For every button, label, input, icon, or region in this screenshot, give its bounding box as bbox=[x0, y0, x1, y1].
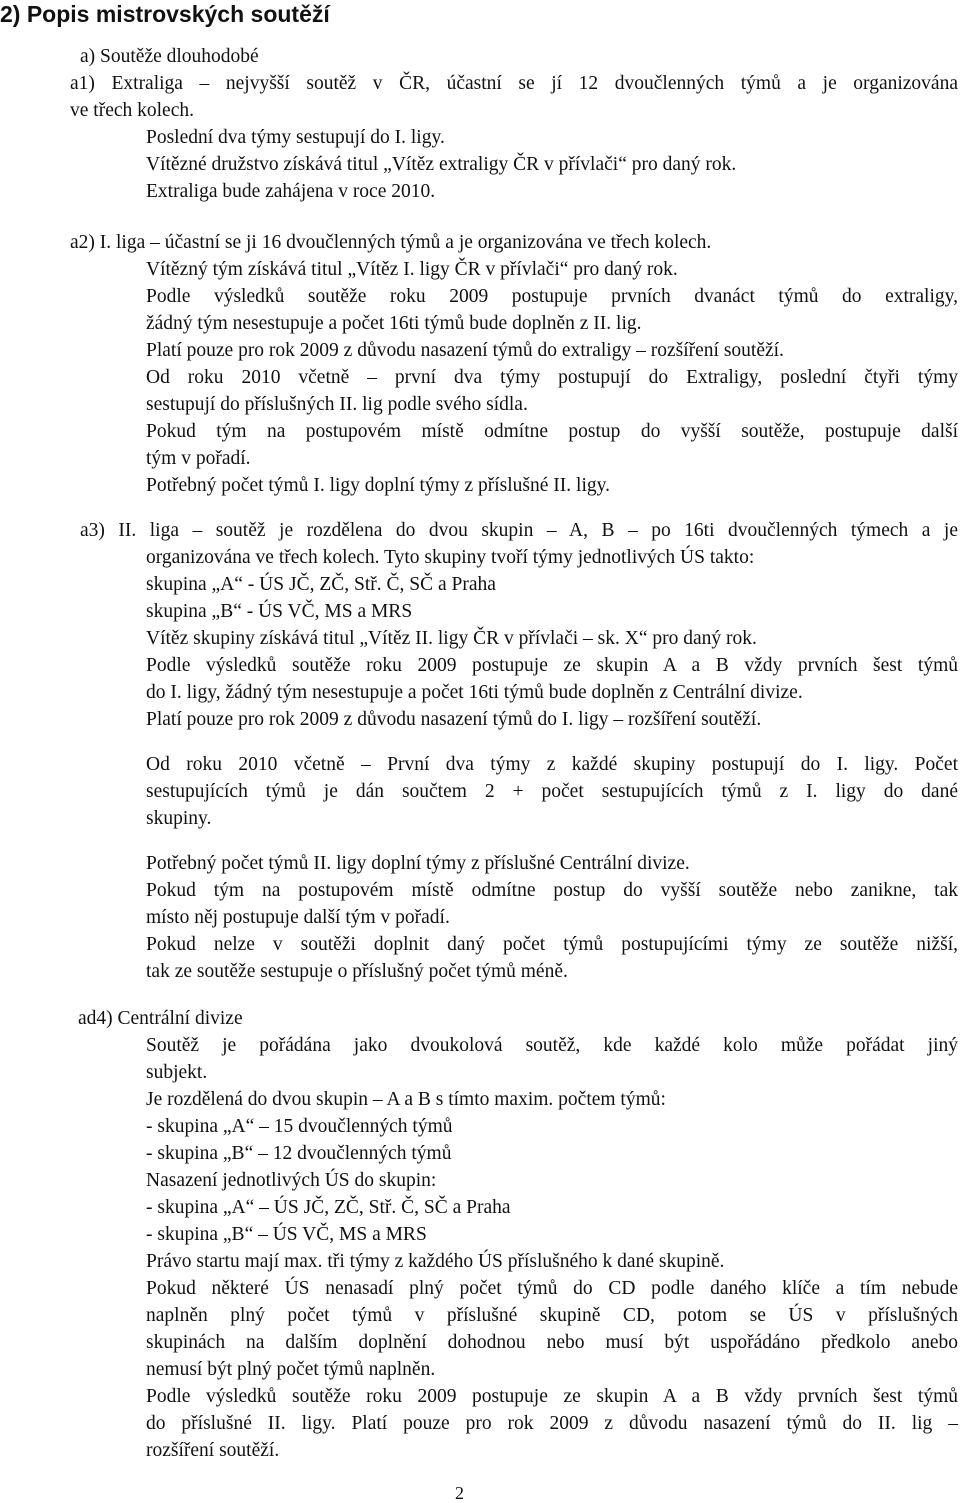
text-line: do I. ligy, žádný tým nesestupuje a počet 16ti týmů bude doplněn z Centrální divize. bbox=[146, 682, 803, 703]
text-line: Vítězný tým získává titul „Vítěz I. ligy ČR v přívlači“ pro daný rok. bbox=[146, 259, 678, 280]
text-line: a1) Extraliga – nejvyšší soutěž v ČR, účastní se jí 12 dvoučlenných týmů a je organizována bbox=[70, 73, 958, 94]
text-line: Pokud tým na postupovém místě odmítne postup do vyšší soutěže nebo zanikne, tak bbox=[146, 880, 958, 901]
list-item: - skupina „A“ – ÚS JČ, ZČ, Stř. Č, SČ a Praha bbox=[146, 1197, 511, 1218]
text-line: Podle výsledků soutěže roku 2009 postupuje ze skupin A a B vždy prvních šest týmů bbox=[146, 1386, 958, 1407]
text-line: Platí pouze pro rok 2009 z důvodu nasazení týmů do I. ligy – rozšíření soutěží. bbox=[146, 709, 762, 730]
subsection-ad4: ad4) Centrální divize bbox=[78, 1008, 243, 1029]
list-item: - skupina „B“ – ÚS VČ, MS a MRS bbox=[146, 1224, 427, 1245]
text-line: subjekt. bbox=[146, 1062, 208, 1083]
text-line: Právo startu mají max. tři týmy z každého ÚS příslušného k dané skupině. bbox=[146, 1251, 725, 1272]
text-line: sestupují do příslušných II. lig podle svého sídla. bbox=[146, 394, 528, 415]
subsection-a: a) Soutěže dlouhodobé bbox=[80, 46, 259, 67]
subsection-a2: a2) I. liga – účastní se ji 16 dvoučlenných týmů a je organizována ve třech kolech. bbox=[70, 232, 712, 253]
text-line: tým v pořadí. bbox=[146, 448, 251, 469]
text-line: Potřebný počet týmů I. ligy doplní týmy z příslušné II. ligy. bbox=[146, 475, 610, 496]
text-line: rozšíření soutěží. bbox=[146, 1440, 280, 1461]
text-line: Pokud tým na postupovém místě odmítne postup do vyšší soutěže, postupuje další bbox=[146, 421, 958, 442]
text-line: místo něj postupuje další tým v pořadí. bbox=[146, 907, 450, 928]
text-line: Od roku 2010 včetně – první dva týmy postupují do Extraligy, poslední čtyři týmy bbox=[146, 367, 958, 388]
text-line: žádný tým nesestupuje a počet 16ti týmů bude doplněn z II. lig. bbox=[146, 313, 642, 334]
text-line: Extraliga bude zahájena v roce 2010. bbox=[146, 181, 436, 202]
text-line: sestupujících týmů je dán součtem 2 + počet sestupujících týmů z I. ligy do dané bbox=[146, 781, 958, 802]
text-line: Potřebný počet týmů II. ligy doplní týmy z příslušné Centrální divize. bbox=[146, 853, 690, 874]
text-line: ve třech kolech. bbox=[70, 100, 194, 121]
page-number: 2 bbox=[455, 1483, 464, 1503]
list-item: - skupina „A“ – 15 dvoučlenných týmů bbox=[146, 1116, 453, 1137]
text-line: skupiny. bbox=[146, 808, 212, 829]
text-line: Pokud některé ÚS nenasadí plný počet týmů do CD podle daného klíče a tím nebude bbox=[146, 1278, 958, 1299]
text-line: Poslední dva týmy sestupují do I. ligy. bbox=[146, 127, 445, 148]
text-line: organizována ve třech kolech. Tyto skupiny tvoří týmy jednotlivých ÚS takto: bbox=[146, 547, 755, 568]
text-line: Pokud nelze v soutěži doplnit daný počet týmů postupujícími týmy ze soutěže nižší, bbox=[146, 934, 958, 955]
section-heading: 2) Popis mistrovských soutěží bbox=[0, 1, 330, 27]
text-line: Od roku 2010 včetně – První dva týmy z každé skupiny postupují do I. ligy. Počet bbox=[146, 754, 958, 775]
text-line: do příslušné II. ligy. Platí pouze pro rok 2009 z důvodu nasazení týmů do II. lig – bbox=[146, 1413, 958, 1434]
text-line: skupinách na dalším doplnění dohodnou nebo musí být uspořádáno předkolo anebo bbox=[146, 1332, 958, 1353]
text-line: Nasazení jednotlivých ÚS do skupin: bbox=[146, 1170, 437, 1191]
group-b-line: skupina „B“ - ÚS VČ, MS a MRS bbox=[146, 601, 413, 622]
list-item: - skupina „B“ – 12 dvoučlenných týmů bbox=[146, 1143, 452, 1164]
text-line: Vítěz skupiny získává titul „Vítěz II. ligy ČR v přívlači – sk. X“ pro daný rok. bbox=[146, 628, 757, 649]
subsection-a3: a3) II. liga – soutěž je rozdělena do dvou skupin – A, B – po 16ti dvoučlenných týmech a je bbox=[80, 520, 958, 541]
text-line: Platí pouze pro rok 2009 z důvodu nasazení týmů do extraligy – rozšíření soutěží. bbox=[146, 340, 784, 361]
group-a-line: skupina „A“ - ÚS JČ, ZČ, Stř. Č, SČ a Praha bbox=[146, 574, 496, 595]
text-line: nemusí být plný počet týmů naplněn. bbox=[146, 1359, 436, 1380]
text-line: Je rozdělená do dvou skupin – A a B s tímto maxim. počtem týmů: bbox=[146, 1089, 666, 1110]
text-line: naplněn plný počet týmů v příslušné skupině CD, potom se ÚS v příslušných bbox=[146, 1305, 958, 1326]
text-line: Vítězné družstvo získává titul „Vítěz extraligy ČR v přívlači“ pro daný rok. bbox=[146, 154, 737, 175]
text-line: Podle výsledků soutěže roku 2009 postupuje prvních dvanáct týmů do extraligy, bbox=[146, 286, 958, 307]
text-line: Podle výsledků soutěže roku 2009 postupuje ze skupin A a B vždy prvních šest týmů bbox=[146, 655, 958, 676]
text-line: Soutěž je pořádána jako dvoukolová soutěž, kde každé kolo může pořádat jiný bbox=[146, 1035, 958, 1056]
text-line: tak ze soutěže sestupuje o příslušný počet týmů méně. bbox=[146, 961, 568, 982]
